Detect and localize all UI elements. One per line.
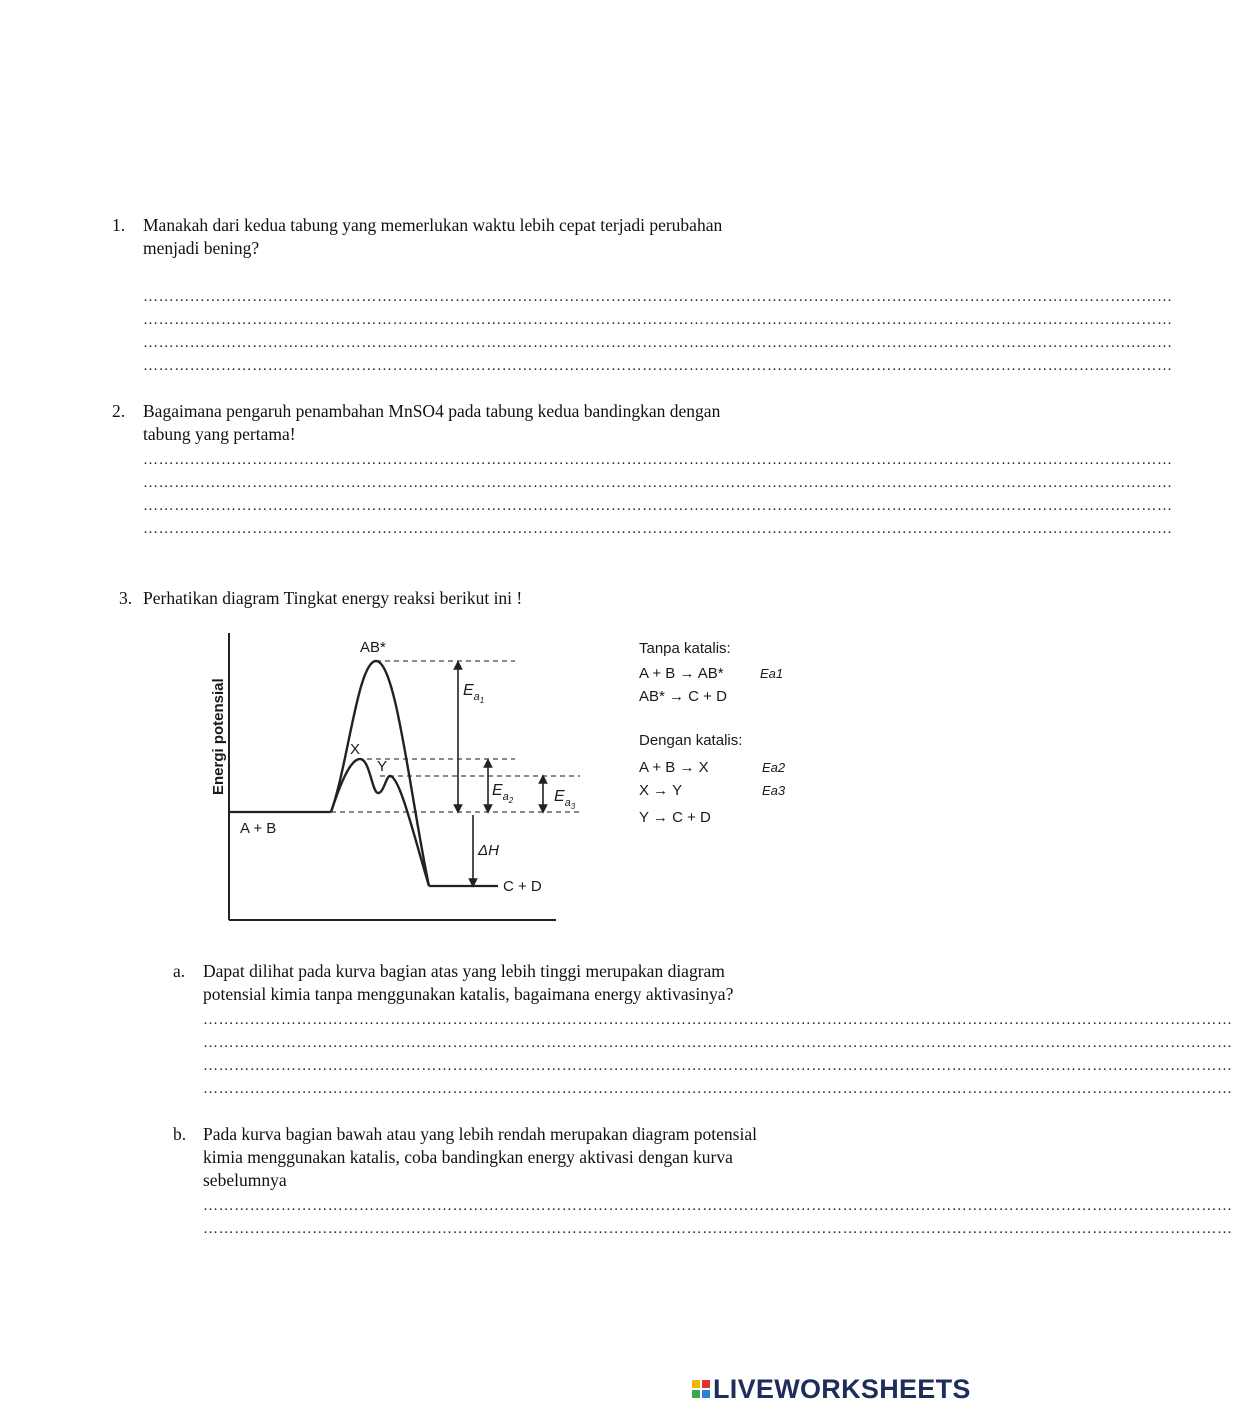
question-3a-text-line1: Dapat dilihat pada kurva bagian atas yang lebih tinggi merupakan diagram [203, 961, 725, 981]
legend-catalyst-r2: X → Y [639, 782, 683, 799]
answer-area-1[interactable] [143, 286, 1173, 378]
question-2-text-line1: Bagaimana pengaruh penambahan MnSO4 pada tabung kedua bandingkan dengan [143, 401, 721, 421]
legend-catalyst-r2-label: Ea3 [762, 783, 786, 798]
label-products: C + D [503, 878, 542, 895]
answer-line[interactable]: ……………………………………………………………………………………………………………………………………………………………………………… [143, 521, 1173, 537]
question-3 [119, 587, 879, 610]
label-ea2: $E_a2$ [492, 782, 514, 805]
question-3a [173, 960, 873, 1006]
answer-line[interactable]: ……………………………………………………………………………………………………………………………………………………………………………… [143, 452, 1173, 468]
legend-no-catalyst-r1: A + B → AB* [639, 665, 724, 682]
legend-no-catalyst-r2: AB* → C + D [639, 688, 727, 705]
question-3b-letter: b. [173, 1124, 187, 1144]
answer-area-2[interactable] [143, 449, 1173, 541]
logo-blocks-icon [692, 1380, 710, 1398]
legend-no-catalyst-r1-label: Ea1 [760, 666, 784, 681]
answer-line[interactable]: ……………………………………………………………………………………………………………………………………………………………………………… [143, 358, 1173, 374]
logo-text: LIVEWORKSHEETS [713, 1373, 971, 1404]
question-3a-text-line2: potensial kimia tanpa menggunakan katalis, bagaimana energy aktivasinya? [203, 984, 734, 1004]
answer-line[interactable]: ……………………………………………………………………………………………………………………………………………………………………………… [143, 289, 1173, 305]
question-1-text-line1: Manakah dari kedua tabung yang memerlukan waktu lebih cepat terjadi perubahan [143, 215, 723, 235]
legend-no-catalyst-title: Tanpa katalis: [639, 640, 731, 657]
question-3b-text-line1: Pada kurva bagian bawah atau yang lebih rendah merupakan diagram potensial [203, 1124, 757, 1144]
answer-line[interactable]: ……………………………………………………………………………………………………………………………………………………………………………… [203, 1035, 1233, 1051]
label-ea3: $E_a3$ [554, 788, 576, 811]
question-3-text: Perhatikan diagram Tingkat energy reaksi berikut ini ! [143, 588, 523, 608]
legend-catalyst-title: Dengan katalis: [639, 732, 743, 749]
answer-line[interactable]: ……………………………………………………………………………………………………………………………………………………………………………… [143, 498, 1173, 514]
question-3a-letter: a. [173, 961, 186, 981]
logo-block [702, 1380, 710, 1388]
question-3-number: 3. [119, 588, 133, 608]
answer-line[interactable]: ……………………………………………………………………………………………………………………………………………………………………………… [143, 475, 1173, 491]
energy-diagram [200, 625, 800, 930]
answer-line[interactable]: ……………………………………………………………………………………………………………………………………………………………………………… [203, 1081, 1233, 1097]
legend-catalyst-r1-label: Ea2 [762, 760, 786, 775]
logo-block [692, 1380, 700, 1388]
question-3b-text-line3: sebelumnya [203, 1170, 287, 1190]
label-delta-h: ΔH [478, 842, 499, 859]
legend-catalyst-r3: Y → C + D [639, 809, 711, 826]
logo-block [692, 1390, 700, 1398]
answer-line[interactable]: ……………………………………………………………………………………………………………………………………………………………………………… [203, 1221, 1233, 1237]
question-1 [112, 214, 872, 260]
question-3b [173, 1123, 873, 1192]
question-2-number: 2. [112, 401, 126, 421]
answer-area-3a[interactable] [203, 1009, 1233, 1101]
liveworksheets-logo[interactable] [692, 1374, 971, 1404]
answer-line[interactable]: ……………………………………………………………………………………………………………………………………………………………………………… [143, 312, 1173, 328]
question-3b-text-line2: kimia menggunakan katalis, coba bandingkan energy aktivasi dengan kurva [203, 1147, 733, 1167]
answer-line[interactable]: ……………………………………………………………………………………………………………………………………………………………………………… [203, 1198, 1233, 1214]
question-1-number: 1. [112, 215, 126, 235]
question-1-text-line2: menjadi bening? [143, 238, 260, 258]
label-y: Y [377, 758, 388, 775]
answer-area-3b[interactable] [203, 1195, 1233, 1241]
label-ea1: $E_a1$ [463, 682, 485, 705]
logo-block [702, 1390, 710, 1398]
question-2 [112, 400, 872, 446]
question-2-text-line2: tabung yang pertama! [143, 424, 296, 444]
curve-with-catalyst [331, 759, 429, 886]
label-reactants: A + B [240, 820, 277, 837]
y-axis-label: Energi potensial [210, 678, 227, 795]
answer-line[interactable]: ……………………………………………………………………………………………………………………………………………………………………………… [203, 1058, 1233, 1074]
legend-catalyst-r1: A + B → X [639, 759, 709, 776]
label-peak: AB* [360, 639, 386, 656]
label-x: X [350, 741, 361, 758]
answer-line[interactable]: ……………………………………………………………………………………………………………………………………………………………………………… [203, 1012, 1233, 1028]
answer-line[interactable]: ……………………………………………………………………………………………………………………………………………………………………………… [143, 335, 1173, 351]
